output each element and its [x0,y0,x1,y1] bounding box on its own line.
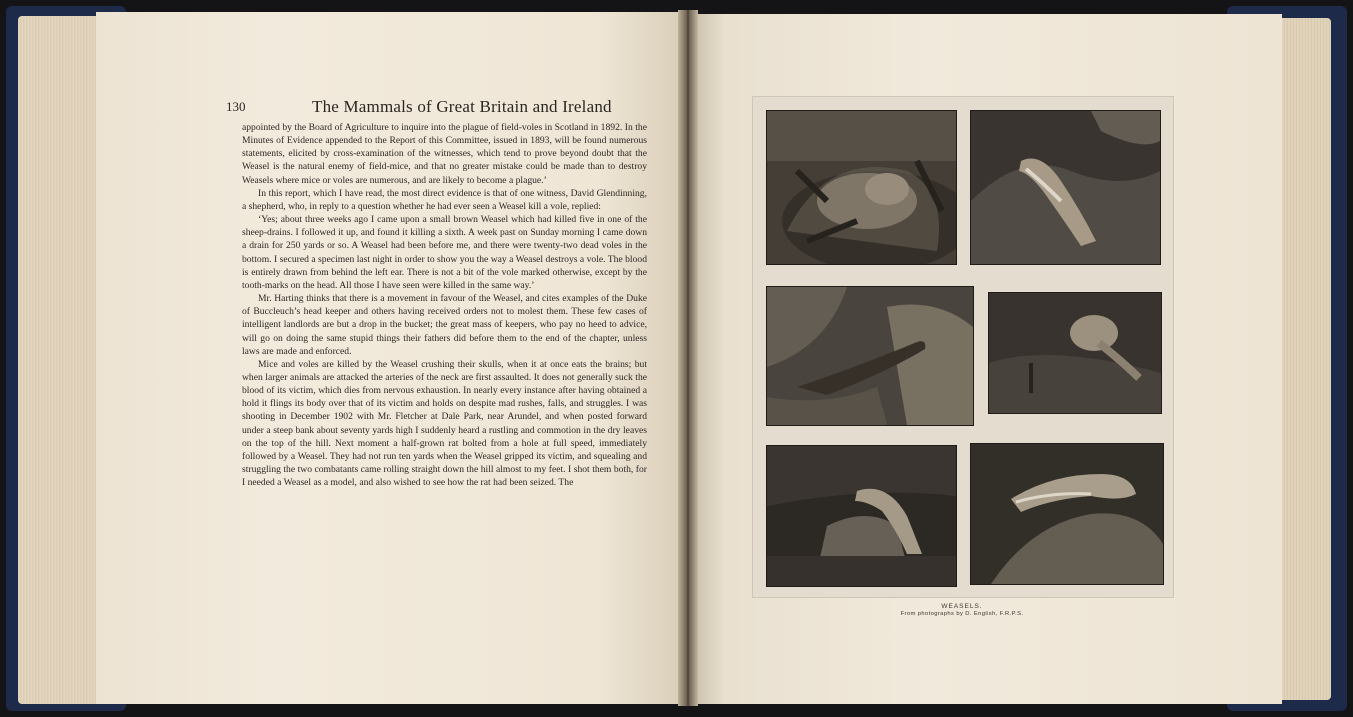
page-header [226,97,666,119]
paragraph: appointed by the Board of Agriculture to inquire into the plague of field-voles in Scotland in 1892. In the Minutes of Evidence appended to the Report of this Committee, issued in 1893, will be found numerous statements, elicited by cross-examination of the witnesses, which tend to prove beyond doubt that the Weasel is the natural enemy of field-mice, and that no greater mistake could be made than to destroy Weasels where mice or voles are numerous, and are likely to become a plague.’ [242,122,647,186]
paragraph: Mice and voles are killed by the Weasel crushing their skulls, when it at once eats the brains; but when larger animals are attacked the arteries of the neck are first assaulted. It does not generally suck the blood of its victim, which dies from nervous exhaustion. In nearly every instance after having obtained a hold it flings its body over that of its victim and holds on despite mad rushes, falls, and struggles. I was shooting in December 1902 with Mr. Fletcher at Dale Park, near Arundel, and when posted forward under a steep bank about seventy yards high I suddenly heard a rustling and commotion in the dry leaves on the top of the hill. Next moment a half-grown rat bolted from a hole at full speed, immediately followed by a Weasel. They had not run ten yards when the Weasel gripped its victim, and squealing and struggling the two combatants came rolling straight down the hill almost to my feet. I shot them both, for I needed a Weasel as a model, and also wished to see how the rat had been seized. The [242,358,647,489]
page-edges-left [18,16,104,704]
weasel-photo-2 [970,110,1161,265]
book-gutter [678,10,698,706]
plate-caption [752,603,1172,617]
weasel-photo-1 [766,110,957,265]
running-title: The Mammals of Great Britain and Ireland [312,97,612,116]
paragraph: Mr. Harting thinks that there is a movement in favour of the Weasel, and cites examples of the Duke of Buccleuch’s head keeper and others having received orders not to molest them. These few cases of intelligent landlords are but a drop in the bucket; the great mass of keepers, who pay no heed to advice, will go on doing the same stupid things their fathers did before them to the end of the chapter, unless laws are made and enforced. [242,293,647,357]
weasel-photo-5 [766,445,957,587]
weasel-photo-3 [766,286,974,426]
plate-caption-title: WEASELS. [941,603,983,610]
paragraph: In this report, which I have read, the most direct evidence is that of one witness, David Glendinning, a shepherd, who, in reply to a question whether he had ever seen a Weasel kill a vole, replied: [242,187,647,212]
weasel-photo-4 [988,292,1162,414]
plate-caption-credit: From photographs by D. English, F.R.P.S. [900,611,1024,617]
weasel-photo-6 [970,443,1164,585]
page-number: 130 [226,99,246,114]
body-text [242,121,647,489]
paragraph: ‘Yes; about three weeks ago I came upon a small brown Weasel which had killed five in one of the sheep-drains. I followed it up, and found it killing a sixth. A week past on Sunday morning I came down a drain for 250 yards or so. A Weasel had been before me, and there were twenty-two dead voles in the bottom. I secured a specimen last night in order to show you the way a Weasel destroys a vole. The blood is entirely drawn from behind the left ear. There is not a bit of the vole marked otherwise, except by the tooth-marks on the head. All those I have seen were killed in the same way.’ [242,214,647,291]
page-edges-right [1279,18,1331,700]
